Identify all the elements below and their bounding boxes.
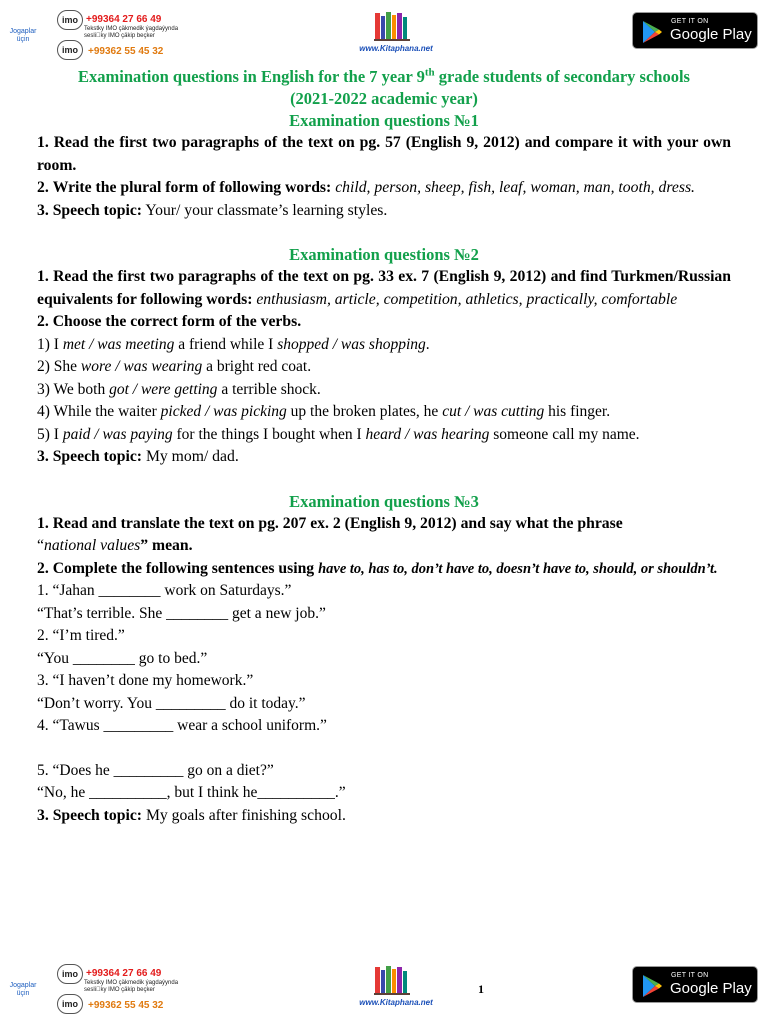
document-title — [37, 66, 731, 88]
answers-label-line2: üçin — [16, 990, 30, 997]
answers-label — [6, 982, 40, 998]
question-number: 3. — [37, 448, 49, 465]
question-text: Read the first two paragraphs of the text on pg. 57 (English 9, 2012) and compare it with your own room. — [37, 134, 732, 174]
google-play-icon — [641, 974, 663, 998]
item-text: 1) I — [37, 335, 63, 353]
item-text: up the broken plates, he — [286, 403, 443, 420]
question-2-3 — [37, 446, 731, 469]
dialog-line: 1. “Jahan ________ work on Saturdays.” — [37, 582, 292, 599]
verb-item-3 — [37, 379, 731, 402]
speech-topic: My goals after finishing school. — [145, 806, 346, 824]
exam-content — [37, 66, 731, 827]
question-number: 1. — [37, 514, 49, 532]
footer-bar — [0, 958, 768, 1018]
title-text-b: grade students of secondary schools — [434, 67, 690, 86]
word-list: enthusiasm, article, competition, athletics, practically, comfortable — [256, 290, 678, 308]
verb-item-2 — [37, 356, 731, 379]
verb-options: paid / was paying — [62, 425, 173, 443]
store-small-text: GET IT ON — [671, 18, 709, 25]
imo-note-line1: Tekstky IMO çäkmedik ýagdaýynda — [84, 980, 179, 986]
section-heading-3: Examination questions №3 — [289, 491, 479, 511]
title-superscript: th — [424, 66, 435, 79]
answers-label — [6, 28, 40, 44]
verb-options: got / were getting — [109, 380, 218, 398]
google-play-icon — [641, 20, 663, 44]
header-bar — [0, 4, 768, 64]
question-text: Read the first two paragraphs of the text on pg. 33 ex. 7 (English 9, 2012) and find Turkmen/Russian equivalents for following words: — [37, 268, 732, 308]
item-text: 5) I — [37, 425, 63, 443]
question-2-1 — [37, 266, 731, 311]
verb-options: met / was meeting — [62, 335, 175, 353]
question-number: 1. — [37, 268, 49, 285]
answers-label-line1: Jogaplar — [9, 982, 37, 989]
imo-icon: imo — [57, 10, 83, 30]
google-play-badge[interactable] — [632, 966, 758, 1003]
spacer — [37, 469, 731, 491]
question-text: Write the plural form of following words: — [52, 179, 332, 196]
question-3-3 — [37, 805, 731, 828]
imo-icon: imo — [57, 994, 83, 1014]
phrase: national values — [43, 537, 141, 554]
question-text: Complete the following sentences using — [52, 559, 315, 577]
store-small-text: GET IT ON — [671, 972, 709, 979]
verb-item-4 — [37, 401, 731, 424]
imo-note-line1: Tekstky IMO çäkmedik ýagdaýynda — [84, 26, 179, 32]
question-number: 1. — [37, 134, 49, 151]
spacer — [37, 738, 731, 760]
answers-label-line1: Jogaplar — [9, 28, 37, 35]
verb-options: cut / was cutting — [442, 403, 545, 420]
dialog-line: 5. “Does he _________ go on a diet?” — [37, 761, 274, 779]
phone-number-2[interactable]: +99362 55 45 32 — [88, 46, 164, 57]
question-number: 3. — [37, 806, 49, 824]
quote-mark: “ — [37, 537, 44, 554]
imo-note-line2: sesli ky IMO çäkip beçker — [84, 33, 155, 39]
speech-topic-label: Speech topic: — [52, 448, 143, 465]
store-big-text: Google Play — [670, 980, 752, 997]
site-link[interactable]: www.Kitaphana.net — [359, 998, 433, 1007]
imo-icon: imo — [57, 964, 83, 984]
question-2-2 — [37, 311, 731, 334]
question-3-2 — [37, 558, 731, 581]
dialog-line: 4. “Tawus _________ wear a school uniform.” — [37, 717, 327, 734]
question-1-1 — [37, 132, 731, 177]
page-number: 1 — [478, 982, 484, 996]
phone-number-1[interactable]: +99364 27 66 49 — [86, 14, 162, 25]
question-number: 2. — [37, 559, 49, 577]
question-1-2 — [37, 177, 731, 200]
verb-options: wore / was wearing — [80, 358, 203, 375]
academic-year: (2021-2022 academic year) — [290, 89, 478, 108]
dialog-line: “That’s terrible. She ________ get a new job.” — [37, 604, 326, 622]
question-text: Read and translate the text on pg. 207 ex. 2 (English 9, 2012) and say what the phrase — [52, 514, 623, 532]
speech-topic: Your/ your classmate’s learning styles. — [145, 201, 388, 219]
question-number: 3. — [37, 201, 49, 219]
item-text: someone call my name. — [489, 425, 640, 443]
item-text: a terrible shock. — [217, 380, 321, 398]
verb-options: shopped / was shopping — [277, 335, 426, 353]
word-list: child, person, sheep, fish, leaf, woman, man, tooth, dress. — [335, 179, 695, 196]
verb-options: heard / was hearing — [365, 425, 490, 443]
answers-label-line2: üçin — [16, 36, 30, 43]
item-text: a friend while I — [174, 335, 278, 353]
question-text: Choose the correct form of the verbs. — [52, 313, 302, 330]
dialog-line: “Don’t worry. You _________ do it today.” — [37, 694, 306, 712]
dialog-line: 3. “I haven’t done my homework.” — [37, 672, 254, 689]
verb-item-5 — [37, 424, 731, 447]
dialog-line: 2. “I’m tired.” — [37, 627, 125, 644]
imo-note-line2: sesli ky IMO çäkip beçker — [84, 987, 155, 993]
verb-options: picked / was picking — [160, 403, 287, 420]
imo-note — [84, 980, 178, 994]
imo-note — [84, 26, 178, 40]
item-text: . — [425, 335, 430, 353]
store-big-text: Google Play — [670, 26, 752, 43]
imo-icon: imo — [57, 40, 83, 60]
speech-topic: My mom/ dad. — [145, 448, 239, 465]
title-text-a: Examination questions in English for the 7 year 9 — [78, 67, 425, 86]
site-link[interactable]: www.Kitaphana.net — [359, 44, 433, 53]
verb-item-1 — [37, 334, 731, 357]
books-logo-icon — [374, 964, 412, 996]
books-logo-icon — [374, 10, 412, 42]
section-heading-1: Examination questions №1 — [289, 111, 479, 130]
item-text: his finger. — [544, 403, 611, 420]
item-text: 2) She — [37, 358, 81, 375]
dialog-line: “You ________ go to bed.” — [37, 649, 208, 667]
section-heading-2: Examination questions №2 — [289, 245, 479, 264]
question-number: 2. — [37, 179, 49, 196]
item-text: 3) We both — [37, 380, 110, 398]
question-3-1 — [37, 513, 731, 558]
question-text-end: ” mean. — [140, 537, 193, 554]
item-text: for the things I bought when I — [172, 425, 366, 443]
dialog-line: “No, he __________, but I think he__________.” — [37, 784, 346, 801]
question-number: 2. — [37, 313, 49, 330]
phone-number-2[interactable]: +99362 55 45 32 — [88, 1000, 164, 1011]
item-text: 4) While the waiter — [37, 403, 161, 420]
question-1-3 — [37, 200, 731, 223]
spacer — [37, 222, 731, 244]
item-text: a bright red coat. — [202, 358, 312, 375]
speech-topic-label: Speech topic: — [52, 806, 143, 824]
google-play-badge[interactable] — [632, 12, 758, 49]
speech-topic-label: Speech topic: — [52, 201, 143, 219]
phone-number-1[interactable]: +99364 27 66 49 — [86, 968, 162, 979]
modal-verb-list: have to, has to, don’t have to, doesn’t have to, should, or shouldn’t. — [318, 560, 718, 577]
